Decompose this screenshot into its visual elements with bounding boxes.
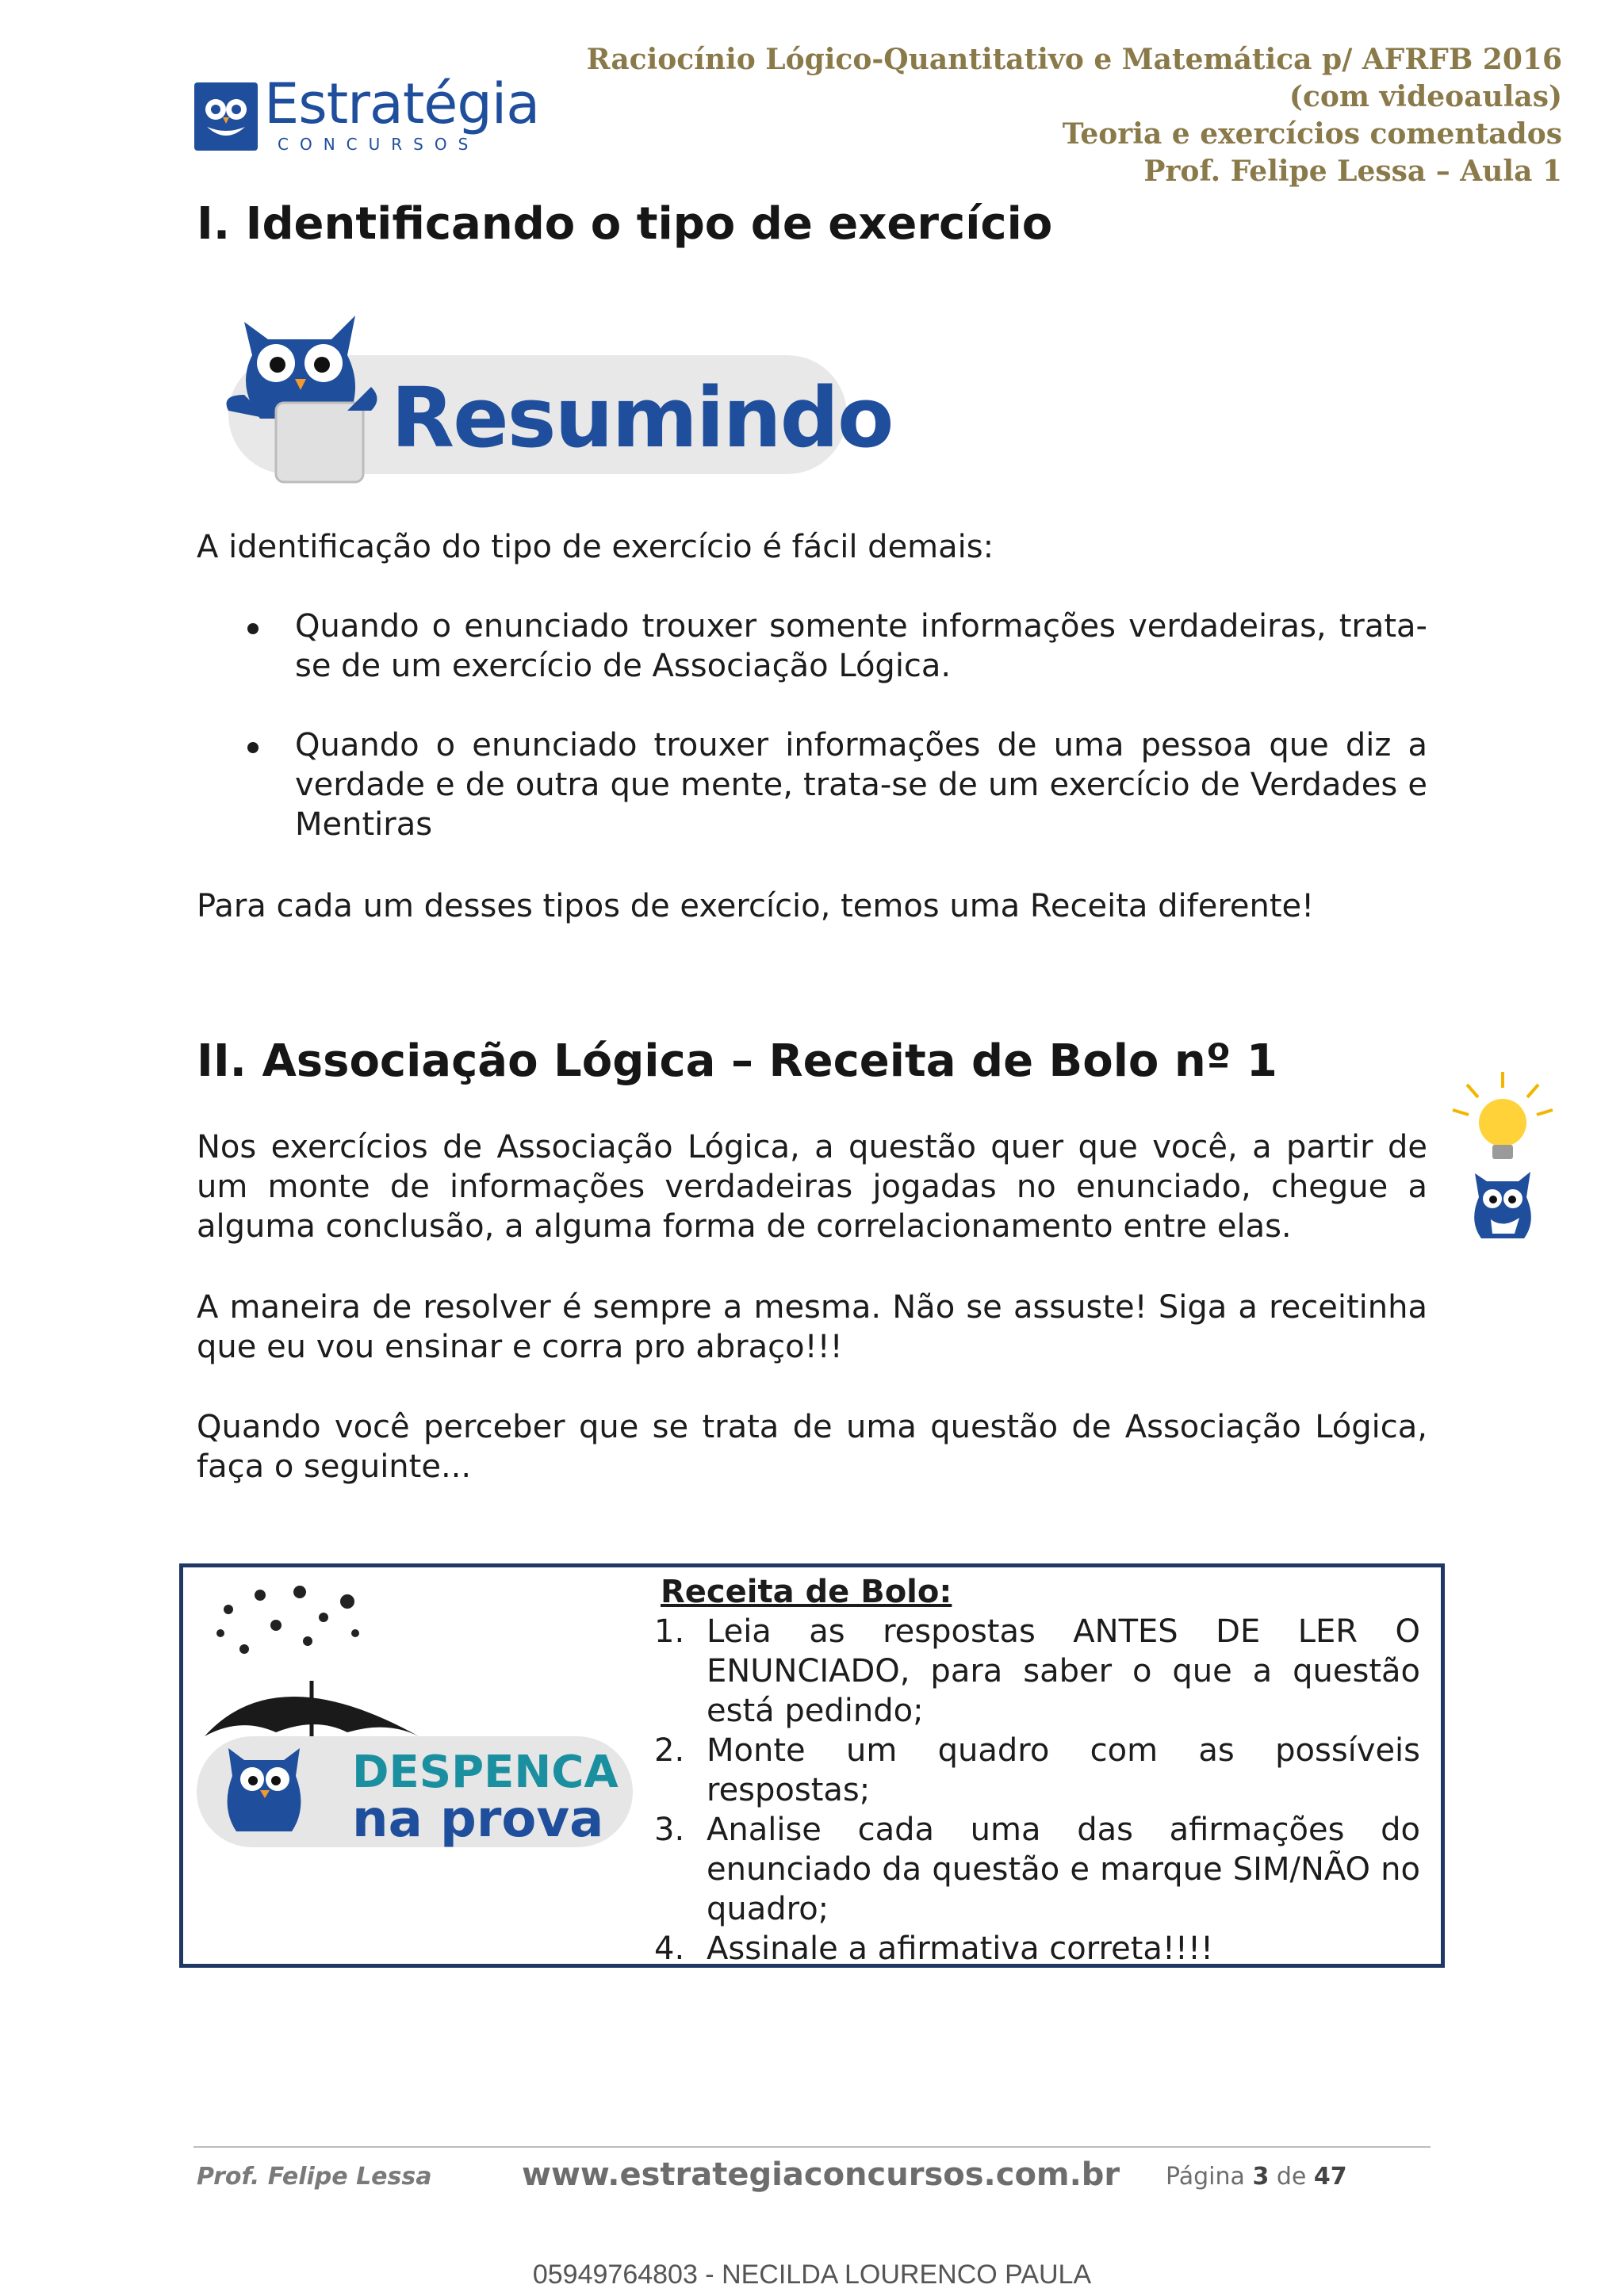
- logo-subtitle: CONCURSOS: [278, 135, 480, 154]
- estrategia-logo: [194, 71, 567, 159]
- body-paragraph: Nos exercícios de Associação Lógica, a questão quer que você, a partir de um monte de informações verdadeiras jogadas no enunciado, chegue a alguma conclusão, a alguma forma de correlacionamento entre elas.: [197, 1129, 1427, 1245]
- bullet-dot: [247, 742, 259, 753]
- section-1-title: I. Identificando o tipo de exercício: [197, 198, 1053, 250]
- course-subtitle: (com videoaulas): [1289, 80, 1562, 113]
- body-paragraph: A maneira de resolver é sempre a mesma. Não se assuste! Siga a receitinha que eu vou ensinar e corra pro abraço!!!: [197, 1289, 1427, 1365]
- recipe-step: 4. Assinale a afirmativa correta!!!!: [654, 1931, 1214, 1967]
- resumindo-badge: [197, 300, 893, 490]
- section-2-title: II. Associação Lógica – Receita de Bolo nº 1: [197, 1035, 1277, 1087]
- license-watermark: 05949764803 - NECILDA LOURENCO PAULA: [532, 2260, 1092, 2290]
- closing-paragraph: Para cada um desses tipos de exercício, temos uma Receita diferente!: [197, 888, 1315, 924]
- recipe-step: 2. Monte um quadro com as possíveis respostas;: [654, 1732, 1420, 1808]
- umbrella-owl-icon: [197, 1586, 641, 1855]
- course-header: [587, 41, 1562, 190]
- recipe-step: 3. Analise cada uma das afirmações do enunciado da questão e marque SIM/NÃO no quadro;: [654, 1812, 1420, 1927]
- owl-mascot-icon: [213, 300, 395, 490]
- bullet-dot: [247, 623, 259, 634]
- badge-label: Resumindo: [391, 369, 893, 466]
- recipe-steps: [654, 1612, 1420, 1969]
- recipe-title: Receita de Bolo:: [661, 1574, 952, 1610]
- bullet-item: Quando o enunciado trouxer somente informações verdadeiras, trata-se de um exercício de Associação Lógica.: [295, 608, 1427, 684]
- idea-owl-icon: [1451, 1070, 1554, 1253]
- course-type: Teoria e exercícios comentados: [1062, 117, 1562, 151]
- footer-page-number: Página 3 de 47: [1166, 2163, 1347, 2191]
- footer-website-link[interactable]: www.estrategiaconcursos.com.br: [522, 2156, 1120, 2193]
- despenca-line-1: DESPENCA: [352, 1747, 619, 1798]
- footer-divider: [193, 2146, 1431, 2148]
- bullet-item: Quando o enunciado trouxer informações de uma pessoa que diz a verdade e de outra que mente, trata-se de um exercício de Verdades e Mentiras: [295, 727, 1427, 843]
- despenca-line-2: na prova: [352, 1790, 604, 1849]
- recipe-step: 1. Leia as respostas ANTES DE LER O ENUNCIADO, para saber o que a questão está pedindo;: [654, 1613, 1420, 1729]
- intro-paragraph: A identificação do tipo de exercício é fácil demais:: [197, 529, 994, 565]
- despenca-badge: [197, 1586, 641, 1855]
- course-lesson: Prof. Felipe Lessa – Aula 1: [1143, 155, 1562, 188]
- logo-name: Estratégia: [264, 71, 540, 136]
- footer-author: Prof. Felipe Lessa: [197, 2163, 432, 2191]
- owl-logo-icon: [194, 82, 258, 151]
- body-paragraph: Quando você perceber que se trata de uma questão de Associação Lógica, faça o seguinte...: [197, 1409, 1427, 1485]
- course-title: Raciocínio Lógico-Quantitativo e Matemática p/ AFRFB 2016: [586, 43, 1562, 76]
